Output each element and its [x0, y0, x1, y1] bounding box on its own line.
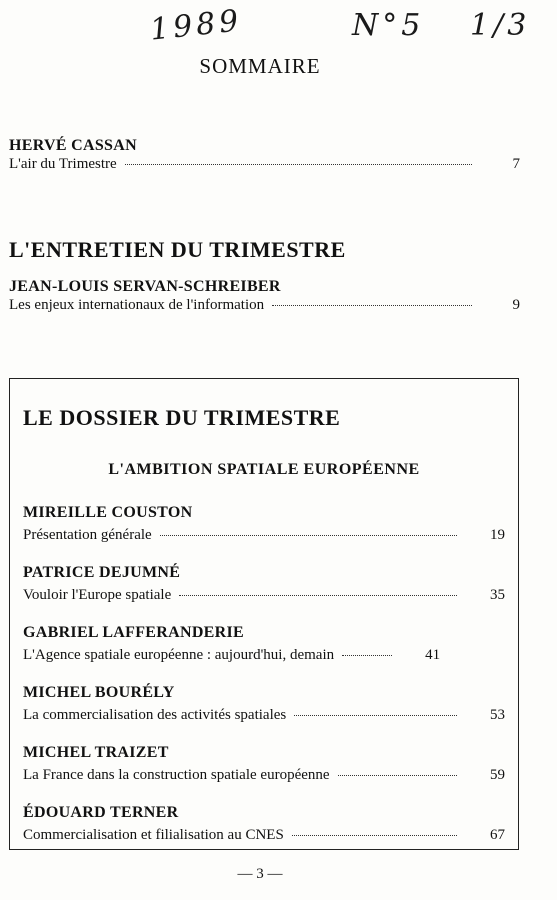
- dot-leader: [292, 835, 457, 836]
- page-number: 7: [512, 156, 520, 172]
- entry-title: L'Agence spatiale européenne : aujourd'hui, demain: [23, 647, 335, 663]
- dot-leader: [272, 305, 472, 306]
- toc-entry[interactable]: [23, 826, 505, 845]
- entry-title: L'air du Trimestre: [9, 156, 117, 172]
- handwritten-year: 1989: [148, 3, 244, 48]
- toc-entry[interactable]: [23, 646, 505, 665]
- interview-heading: L'ENTRETIEN DU TRIMESTRE: [9, 237, 346, 262]
- toc-entry[interactable]: [23, 706, 505, 725]
- page-number: 67: [490, 827, 505, 843]
- item-author: MICHEL BOURÉLY: [23, 684, 175, 701]
- page-number: 41: [425, 647, 441, 663]
- handwritten-issue-number: N°5: [352, 8, 425, 43]
- entry-title: Présentation générale: [23, 527, 152, 543]
- interview-section: [9, 237, 520, 315]
- entry-title: La France dans la construction spatiale européenne: [23, 767, 330, 783]
- page-number: 9: [512, 297, 520, 313]
- list-item: [23, 563, 505, 623]
- page-number: 53: [490, 707, 505, 723]
- toc-entry-preface[interactable]: [9, 155, 520, 174]
- dossier-subtitle: L'AMBITION SPATIALE EUROPÉENNE: [108, 461, 420, 478]
- toc-entry[interactable]: [23, 586, 505, 605]
- toc-entry[interactable]: [23, 526, 505, 545]
- dot-leader: [125, 164, 472, 165]
- preface-author: HERVÉ CASSAN: [9, 137, 137, 154]
- list-item: [23, 503, 505, 563]
- list-item: [23, 623, 505, 683]
- page-number: 19: [490, 527, 505, 543]
- list-item: [23, 803, 505, 863]
- dot-leader: [179, 595, 457, 596]
- entry-title: La commercialisation des activités spatiales: [23, 707, 287, 723]
- item-author: ÉDOUARD TERNER: [23, 804, 179, 821]
- item-author: PATRICE DEJUMNÉ: [23, 564, 181, 581]
- toc-entry-interview[interactable]: [9, 296, 520, 315]
- dot-leader: [294, 715, 457, 716]
- dot-leader: [160, 535, 457, 536]
- page-title: SOMMAIRE: [199, 54, 321, 78]
- page-footer: — 3 —: [237, 866, 283, 882]
- handwritten-fraction: 1/3: [470, 8, 531, 43]
- item-author: MICHEL TRAIZET: [23, 744, 169, 761]
- dossier-heading: LE DOSSIER DU TRIMESTRE: [23, 405, 341, 430]
- dossier-items: [23, 503, 505, 863]
- interview-author: JEAN-LOUIS SERVAN-SCHREIBER: [9, 278, 281, 295]
- item-author: GABRIEL LAFFERANDERIE: [23, 624, 245, 641]
- entry-title: Commercialisation et filialisation au CNES: [23, 827, 284, 843]
- list-item: [23, 743, 505, 803]
- dossier-box: [9, 378, 519, 850]
- toc-entry[interactable]: [23, 766, 505, 785]
- preface-section: [9, 136, 520, 174]
- entry-title: Vouloir l'Europe spatiale: [23, 587, 172, 603]
- dot-leader: [338, 775, 457, 776]
- item-author: MIREILLE COUSTON: [23, 504, 193, 521]
- dot-leader: [342, 655, 392, 656]
- page-number: 35: [490, 587, 505, 603]
- list-item: [23, 683, 505, 743]
- entry-title: Les enjeux internationaux de l'information: [9, 297, 265, 313]
- page-number: 59: [490, 767, 505, 783]
